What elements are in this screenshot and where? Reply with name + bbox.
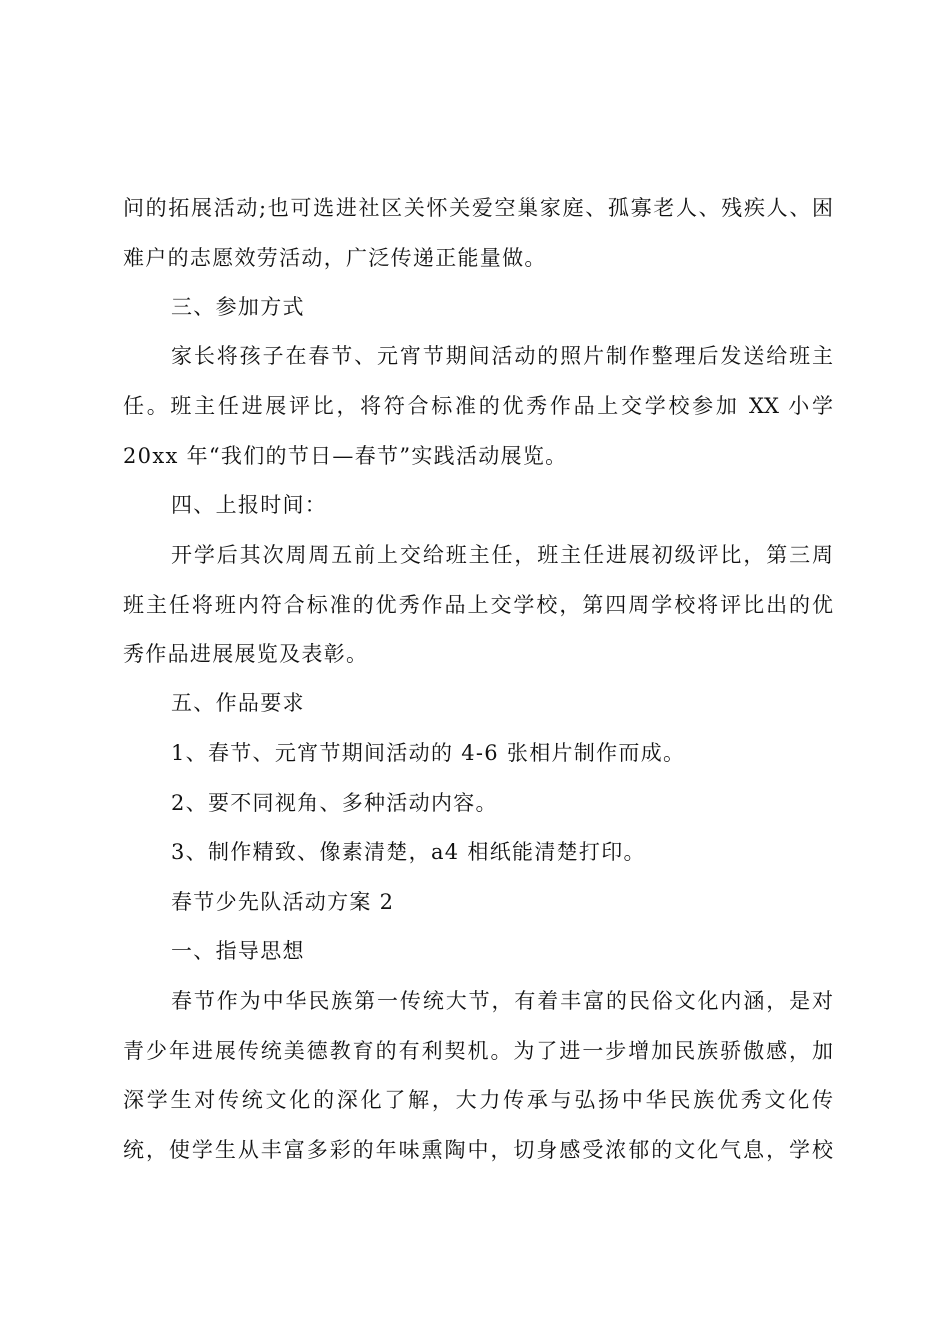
section-heading: 三、参加方式 — [171, 295, 305, 319]
section-heading: 一、指导思想 — [171, 939, 305, 963]
body-text-line: 20xx 年“我们的节日—春节”实践活动展览。 — [123, 444, 568, 468]
body-text-line: 班主任将班内符合标准的优秀作品上交学校，第四周学校将评比出的优 — [123, 593, 833, 617]
body-text-line: 春节作为中华民族第一传统大节，有着丰富的民俗文化内涵，是对 — [171, 989, 833, 1013]
body-text-line: 深学生对传统文化的深化了解，大力传承与弘扬中华民族优秀文化传 — [123, 1088, 833, 1112]
section-heading: 四、上报时间： — [171, 493, 328, 517]
body-text-line: 青少年进展传统美德教育的有利契机。为了进一步增加民族骄傲感，加 — [123, 1039, 833, 1063]
body-text-line: 开学后其次周周五前上交给班主任，班主任进展初级评比，第三周 — [171, 543, 833, 567]
body-text-line: 统，使学生从丰富多彩的年味熏陶中，切身感受浓郁的文化气息，学校 — [123, 1138, 833, 1162]
body-text-line: 秀作品进展展览及表彰。 — [123, 642, 369, 666]
list-item: 2、要不同视角、多种活动内容。 — [171, 791, 498, 815]
section-heading: 五、作品要求 — [171, 691, 305, 715]
list-item: 1、春节、元宵节期间活动的 4-6 张相片制作而成。 — [171, 741, 686, 765]
document-subtitle: 春节少先队活动方案 2 — [171, 890, 395, 914]
body-text-line: 难户的志愿效劳活动，广泛传递正能量做。 — [123, 246, 547, 270]
body-text-line: 任。班主任进展评比，将符合标准的优秀作品上交学校参加 XX 小学 — [123, 394, 833, 418]
list-item: 3、制作精致、像素清楚，a4 相纸能清楚打印。 — [171, 840, 646, 864]
body-text-line: 家长将孩子在春节、元宵节期间活动的照片制作整理后发送给班主 — [171, 344, 833, 368]
body-text-line: 问的拓展活动;也可选进社区关怀关爱空巢家庭、孤寡老人、残疾人、困 — [123, 196, 833, 220]
